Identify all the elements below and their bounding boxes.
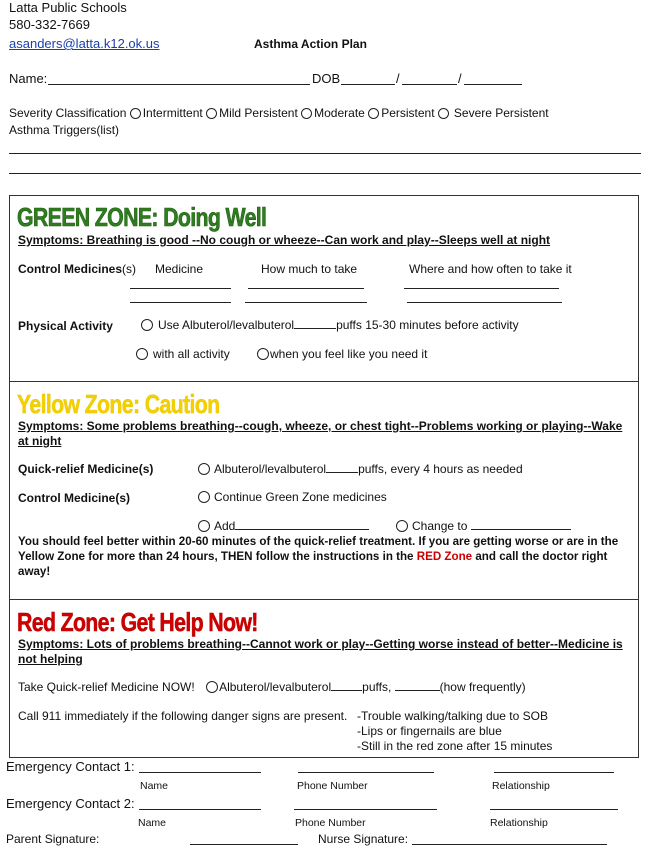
radio-icon[interactable]: [198, 491, 210, 503]
radio-icon[interactable]: [130, 108, 141, 119]
radio-icon[interactable]: [368, 108, 379, 119]
red-zone-symptoms: Symptoms: Lots of problems breathing--Cannot work or play--Getting worse instead of better--Medicine is not helping: [18, 637, 623, 666]
severity-option-severe-persistent[interactable]: Severe Persistent: [438, 106, 549, 120]
control-medicine-label: Control Medicine(s): [18, 491, 131, 505]
triggers-label: Asthma Triggers(list): [9, 123, 120, 137]
frequency-field[interactable]: [395, 690, 440, 691]
contact-1-name-field[interactable]: [139, 772, 261, 773]
radio-icon[interactable]: [198, 463, 210, 475]
amount-field-2[interactable]: [245, 302, 367, 303]
activity-option-as-needed[interactable]: when you feel like you need it: [257, 347, 427, 361]
dob-year-field[interactable]: [464, 84, 522, 85]
page-title: Asthma Action Plan: [254, 37, 367, 51]
quick-relief-option[interactable]: Albuterol/levalbuterol puffs, every 4 hours as needed: [198, 462, 523, 476]
contact-1-phone-field[interactable]: [298, 772, 434, 773]
puffs-field[interactable]: [326, 472, 358, 473]
severity-row: [9, 106, 549, 120]
green-zone-title: GREEN ZONE: Doing Well: [17, 202, 267, 232]
dob-month-field[interactable]: [341, 84, 395, 85]
puffs-field[interactable]: [294, 328, 336, 329]
radio-icon[interactable]: [136, 348, 148, 360]
contact-1-phone-caption: Phone Number: [297, 780, 368, 792]
call-911-label: Call 911 immediately if the following danger signs are present.: [18, 709, 348, 723]
where-field-2[interactable]: [407, 302, 562, 303]
puffs-field[interactable]: [331, 690, 362, 691]
radio-icon[interactable]: [206, 108, 217, 119]
contact-1-name-caption: Name: [140, 780, 169, 792]
radio-icon[interactable]: [198, 520, 210, 532]
name-field[interactable]: [48, 84, 310, 85]
severity-label: Severity Classification: [9, 106, 127, 120]
green-zone-symptoms: Symptoms: Breathing is good --No cough or wheeze--Can work and play--Sleeps well at night: [18, 233, 551, 247]
parent-signature-label: Parent Signature:: [6, 832, 100, 846]
radio-icon[interactable]: [438, 108, 449, 119]
radio-icon[interactable]: [206, 681, 218, 693]
radio-icon[interactable]: [257, 348, 269, 360]
where-field-1[interactable]: [404, 288, 559, 289]
red-zone-section: [9, 599, 639, 758]
school-name: Latta Public Schools: [9, 0, 127, 15]
dob-separator: /: [396, 71, 400, 86]
contact-2-name-field[interactable]: [139, 809, 261, 810]
green-zone-section: [9, 195, 639, 382]
yellow-zone-section: [9, 381, 639, 600]
activity-option-pretreat[interactable]: Use Albuterol/levalbuterol puffs 15-30 minutes before activity: [141, 318, 519, 332]
yellow-zone-symptoms: Symptoms: Some problems breathing--cough, wheeze, or chest tight--Problems working or playing--Wake at night: [18, 419, 623, 448]
contact-2-phone-field[interactable]: [294, 809, 437, 810]
triggers-field-1[interactable]: [9, 153, 641, 154]
danger-sign: -Still in the red zone after 15 minutes: [357, 739, 553, 753]
medicine-field-2[interactable]: [130, 302, 231, 303]
triggers-field-2[interactable]: [9, 173, 641, 174]
dob-day-field[interactable]: [402, 84, 457, 85]
school-phone: 580-332-7669: [9, 17, 90, 32]
contact-2-phone-caption: Phone Number: [295, 817, 366, 829]
take-albuterol-option[interactable]: Albuterol/levalbuterol puffs, (how frequently): [206, 680, 526, 694]
yellow-zone-instructions: You should feel better within 20-60 minutes of the quick-relief treatment. If you are getting worse or are in the Yellow Zone for more than 24 hours, THEN follow the instructions in the RED Zone and call the doctor right away!: [18, 535, 619, 578]
physical-activity-label: Physical Activity: [18, 319, 113, 333]
medicine-field-1[interactable]: [130, 288, 231, 289]
radio-icon[interactable]: [141, 319, 153, 331]
take-quick-relief-row: Take Quick-relief Medicine NOW! Albuterol/levalbuterol puffs, (how frequently): [18, 680, 526, 694]
col-medicine: Medicine: [155, 262, 204, 276]
dob-label: DOB: [312, 71, 341, 86]
col-where-how-often: Where and how often to take it: [409, 262, 572, 276]
contact-1-relationship-field[interactable]: [494, 772, 614, 773]
yellow-zone-title: Yellow Zone: Caution: [17, 389, 220, 419]
radio-icon[interactable]: [301, 108, 312, 119]
severity-option-persistent[interactable]: Persistent: [368, 106, 434, 120]
contact-2-relationship-field[interactable]: [490, 809, 618, 810]
red-zone-title: Red Zone: Get Help Now!: [17, 607, 258, 637]
continue-green-option[interactable]: Continue Green Zone medicines: [198, 490, 387, 504]
add-medicine-field[interactable]: [235, 529, 369, 530]
nurse-signature-label: Nurse Signature:: [318, 832, 409, 846]
severity-option-moderate[interactable]: Moderate: [301, 106, 365, 120]
contact-2-name-caption: Name: [138, 817, 167, 829]
change-medicine-field[interactable]: [471, 529, 571, 530]
email-link[interactable]: asanders@latta.k12.ok.us: [9, 36, 160, 51]
contact-2-relationship-caption: Relationship: [490, 817, 548, 829]
severity-option-intermittent[interactable]: Intermittent: [130, 106, 203, 120]
control-medicines-label: Control Medicines(s): [18, 262, 137, 276]
emergency-contact-2-label: Emergency Contact 2:: [6, 796, 135, 811]
radio-icon[interactable]: [396, 520, 408, 532]
danger-sign: -Trouble walking/talking due to SOB: [357, 709, 548, 723]
dob-separator: /: [458, 71, 462, 86]
add-medicine-option[interactable]: Add: [198, 519, 369, 533]
col-how-much: How much to take: [261, 262, 358, 276]
change-medicine-option[interactable]: Change to: [396, 519, 571, 533]
severity-option-mild-persistent[interactable]: Mild Persistent: [206, 106, 298, 120]
activity-option-all[interactable]: with all activity: [136, 347, 230, 361]
amount-field-1[interactable]: [248, 288, 364, 289]
emergency-contact-1-label: Emergency Contact 1:: [6, 759, 135, 774]
danger-sign: -Lips or fingernails are blue: [357, 724, 502, 738]
name-label: Name:: [9, 71, 48, 86]
quick-relief-label: Quick-relief Medicine(s): [18, 462, 154, 476]
contact-1-relationship-caption: Relationship: [492, 780, 550, 792]
